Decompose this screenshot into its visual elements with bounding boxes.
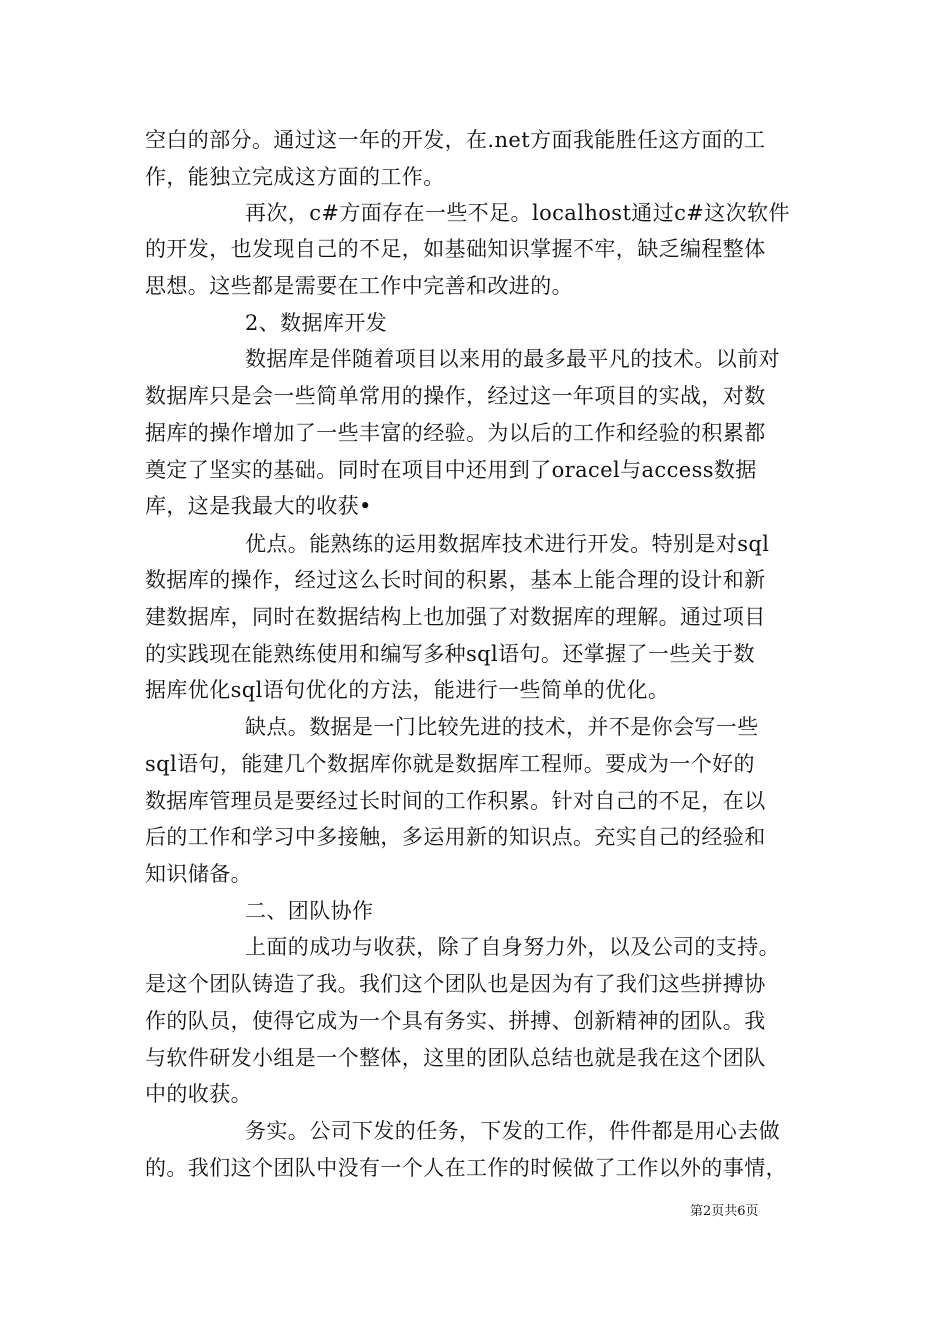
text-line: 的。我们这个团队中没有一个人在工作的时候做了工作以外的事情，: [145, 1156, 787, 1180]
text-line: 建数据库，同时在数据结构上也加强了对数据库的理解。通过项目: [145, 605, 766, 629]
text-line: sql语句，能建几个数据库你就是数据库工程师。要成为一个好的: [145, 752, 755, 776]
text-line: 后的工作和学习中多接触，多运用新的知识点。充实自己的经验和: [145, 825, 766, 849]
page-number: 第2页共6页: [690, 1204, 759, 1219]
text-line: 库，这是我最大的收获•: [145, 494, 372, 518]
text-line: 再次，c#方面存在一些不足。localhost通过c#这次软件: [245, 201, 790, 225]
text-line: 知识储备。: [145, 862, 252, 886]
text-line: 的开发，也发现自己的不足，如基础知识掌握不牢，缺乏编程整体: [145, 237, 766, 261]
text-line: 数据库的操作，经过这么长时间的积累，基本上能合理的设计和新: [145, 568, 766, 592]
text-line: 与软件研发小组是一个整体，这里的团队总结也就是我在这个团队: [145, 1046, 766, 1070]
text-line: 据库的操作增加了一些丰富的经验。为以后的工作和经验的积累都: [145, 421, 766, 445]
text-line: 空白的部分。通过这一年的开发，在.net方面我能胜任这方面的工: [145, 128, 766, 152]
text-line: 缺点。数据是一门比较先进的技术，并不是你会写一些: [245, 715, 759, 739]
text-line: 数据库只是会一些简单常用的操作，经过这一年项目的实战，对数: [145, 384, 766, 408]
text-line: 上面的成功与收获，除了自身努力外，以及公司的支持。: [245, 935, 780, 959]
text-line: 务实。公司下发的任务，下发的工作，件件都是用心去做: [245, 1119, 780, 1143]
text-line: 思想。这些都是需要在工作中完善和改进的。: [145, 274, 573, 298]
section-heading: 二、团队协作: [245, 899, 374, 923]
text-line: 中的收获。: [145, 1082, 252, 1106]
text-line: 作，能独立完成这方面的工作。: [145, 165, 445, 189]
text-line: 数据库是伴随着项目以来用的最多最平凡的技术。以前对: [245, 347, 780, 371]
text-line: 的实践现在能熟练使用和编写多种sql语句。还掌握了一些关于数: [145, 642, 755, 666]
text-line: 优点。能熟练的运用数据库技术进行开发。特别是对sql: [245, 532, 770, 556]
section-heading: 2、数据库开发: [245, 311, 388, 335]
text-line: 据库优化sql语句优化的方法，能进行一些简单的优化。: [145, 678, 670, 702]
text-line: 数据库管理员是要经过长时间的工作积累。针对自己的不足，在以: [145, 789, 766, 813]
text-line: 奠定了坚实的基础。同时在项目中还用到了oracel与access数据: [145, 458, 757, 482]
text-line: 是这个团队铸造了我。我们这个团队也是因为有了我们这些拼搏协: [145, 972, 766, 996]
text-line: 作的队员，使得它成为一个具有务实、拼搏、创新精神的团队。我: [145, 1009, 766, 1033]
